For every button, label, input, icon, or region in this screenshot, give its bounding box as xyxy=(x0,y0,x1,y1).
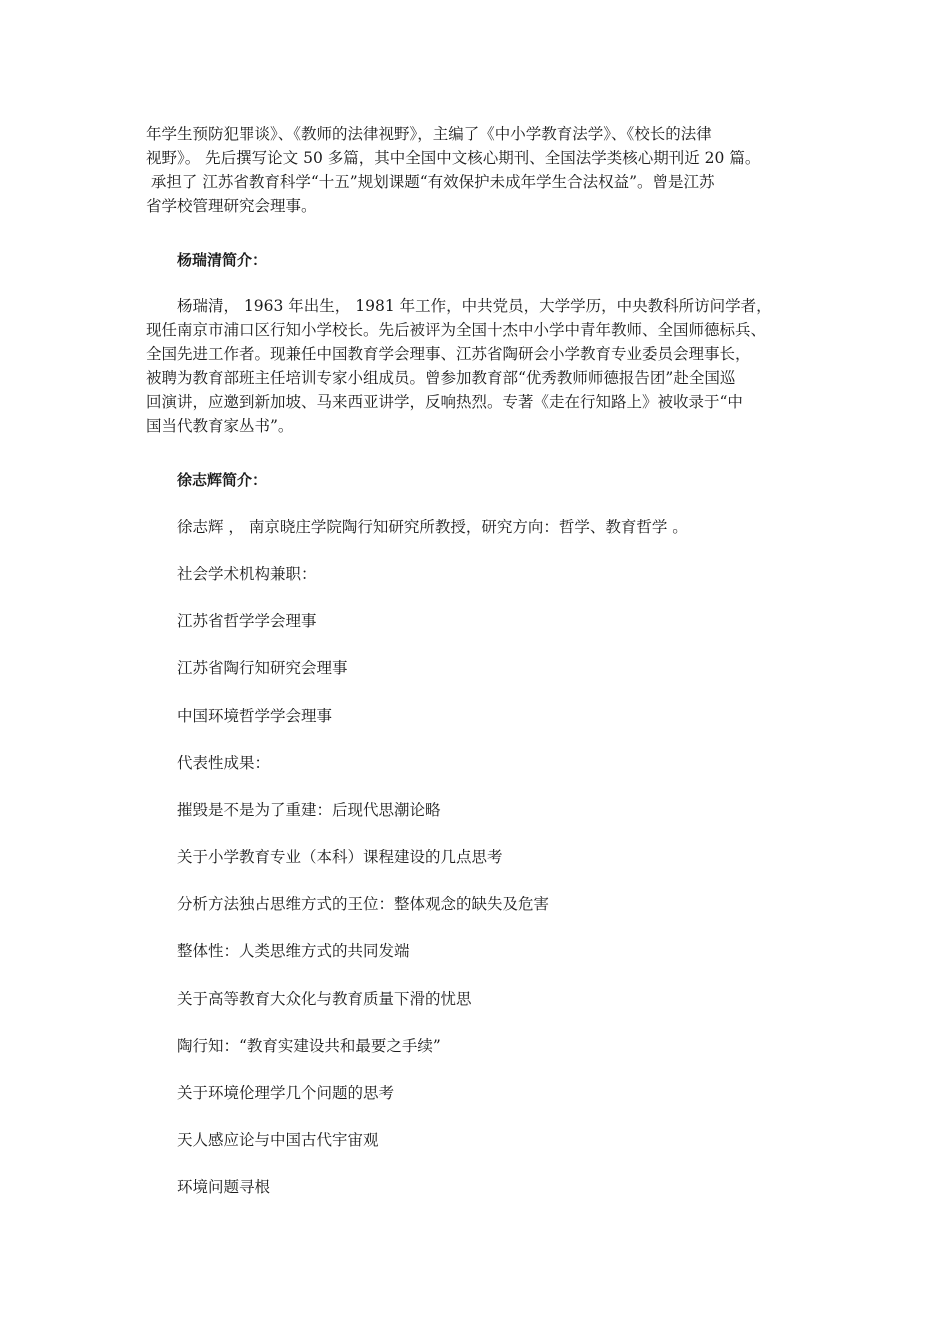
intro-line: 年学生预防犯罪谈》、《教师的法律视野》，主编了《中小学教育法学》、《校长的法律 xyxy=(146,125,712,143)
work-item: 关于环境伦理学几个问题的思考 xyxy=(177,1084,395,1102)
position-item: 江苏省陶行知研究会理事 xyxy=(177,659,348,677)
yang-bio-paragraph xyxy=(146,294,810,438)
yang-bio-line: 回演讲，应邀到新加坡、马来西亚讲学，反响热烈。专著《走在行知路上》被收录于“中 xyxy=(146,393,743,411)
intro-line: 视野》。 先后撰写论文 50 多篇，其中全国中文核心期刊、全国法学类核心期刊近 20 篇。 xyxy=(146,149,761,167)
work-item: 整体性：人类思维方式的共同发端 xyxy=(177,942,410,960)
work-item: 分析方法独占思维方式的王位：整体观念的缺失及危害 xyxy=(177,895,550,913)
yang-bio-line: 被聘为教育部班主任培训专家小组成员。曾参加教育部“优秀教师师德报告团”赴全国巡 xyxy=(146,369,736,387)
work-item: 关于高等教育大众化与教育质量下滑的忧思 xyxy=(177,990,472,1008)
work-item: 摧毁是不是为了重建：后现代思潮论略 xyxy=(177,801,441,819)
xu-heading: 徐志辉简介： xyxy=(177,471,268,489)
work-item: 关于小学教育专业（本科）课程建设的几点思考 xyxy=(177,848,503,866)
work-item: 环境问题寻根 xyxy=(177,1178,271,1196)
intro-line: 承担了 江苏省教育科学“十五”规划课题“有效保护未成年学生合法权益”。曾是江苏 xyxy=(146,173,715,191)
yang-bio-line: 国当代教育家丛书”。 xyxy=(146,417,294,435)
position-item: 中国环境哲学学会理事 xyxy=(177,707,333,725)
yang-heading: 杨瑞清简介： xyxy=(177,251,268,269)
work-item: 天人感应论与中国古代宇宙观 xyxy=(177,1131,379,1149)
intro-line: 省学校管理研究会理事。 xyxy=(146,197,317,215)
position-item: 江苏省哲学学会理事 xyxy=(177,612,317,630)
yang-bio-line: 杨瑞清， 1963 年出生， 1981 年工作，中共党员，大学学历，中央教科所访问学者， xyxy=(177,297,772,315)
works-label: 代表性成果： xyxy=(177,754,271,772)
yang-bio-line: 全国先进工作者。现兼任中国教育学会理事、江苏省陶研会小学教育专业委员会理事长， xyxy=(146,345,751,363)
work-item: 陶行知：“教育实建设共和最要之手续” xyxy=(177,1037,441,1055)
xu-intro: 徐志辉 ， 南京晓庄学院陶行知研究所教授，研究方向：哲学、教育哲学 。 xyxy=(177,518,688,536)
yang-bio-line: 现任南京市浦口区行知小学校长。先后被评为全国十杰中小学中青年教师、全国师德标兵、 xyxy=(146,321,767,339)
positions-label: 社会学术机构兼职： xyxy=(177,565,317,583)
intro-paragraph xyxy=(146,122,810,218)
